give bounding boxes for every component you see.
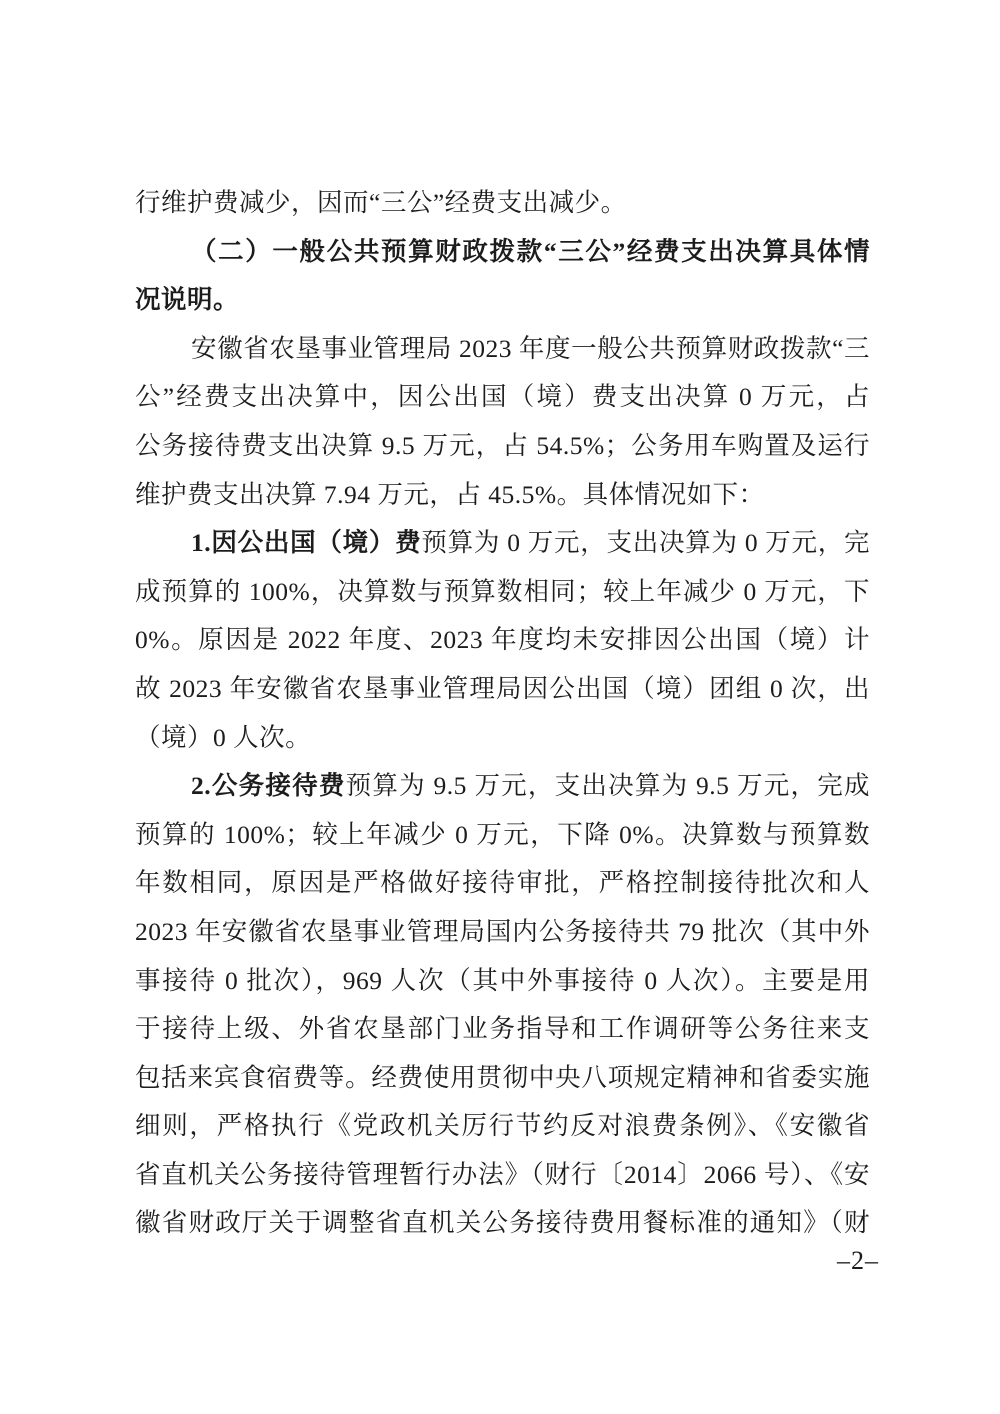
text-run: 包括来宾食宿费等。经费使用贯彻中央八项规定精神和省委实施 bbox=[135, 1062, 870, 1092]
text-run: 预算为 0 万元，支出决算为 0 万元，完 bbox=[421, 528, 870, 558]
page-number: –2– bbox=[837, 1246, 879, 1275]
text-run: （境）0 人次。 bbox=[135, 722, 312, 752]
text-line bbox=[135, 616, 870, 665]
text-line bbox=[135, 373, 870, 422]
text-line bbox=[135, 568, 870, 617]
text-line bbox=[135, 908, 870, 957]
text-line bbox=[135, 1102, 870, 1151]
text-line bbox=[135, 228, 870, 277]
text-line bbox=[135, 714, 870, 763]
text-run: 维护费支出决算 7.94 万元，占 45.5%。具体情况如下： bbox=[135, 479, 765, 509]
text-line bbox=[135, 276, 870, 325]
text-run: 细则，严格执行《党政机关厉行节约反对浪费条例》、《安徽省 bbox=[135, 1111, 870, 1141]
bold-text-run: （二）一般公共预算财政拨款“三公”经费支出决算具体情 bbox=[191, 236, 870, 266]
text-line bbox=[135, 179, 870, 228]
text-run: 省直机关公务接待管理暂行办法》（财行〔2014〕2066 号）、《安 bbox=[135, 1159, 870, 1189]
text-run: 预算为 9.5 万元，支出决算为 9.5 万元，完成 bbox=[345, 771, 870, 801]
text-run: 于接待上级、外省农垦部门业务指导和工作调研等公务往来支 bbox=[135, 1014, 870, 1044]
text-line bbox=[135, 957, 870, 1006]
text-run: 公务接待费支出决算 9.5 万元，占 54.5%；公务用车购置及运行 bbox=[135, 430, 870, 460]
text-line bbox=[135, 811, 870, 860]
bold-text-run: 况说明。 bbox=[135, 285, 240, 315]
text-run: 安徽省农垦事业管理局 2023 年度一般公共预算财政拨款“三 bbox=[191, 333, 870, 363]
text-line bbox=[135, 471, 870, 520]
text-line bbox=[135, 762, 870, 811]
text-run: 事接待 0 批次），969 人次（其中外事接待 0 人次）。主要是用 bbox=[135, 965, 870, 995]
text-run: 年数相同，原因是严格做好接待审批，严格控制接待批次和人 bbox=[135, 868, 870, 898]
bold-text-run: 2.公务接待费 bbox=[191, 771, 346, 801]
bold-text-run: 1.因公出国（境）费 bbox=[191, 528, 422, 558]
text-run: 徽省财政厅关于调整省直机关公务接待费用餐标准的通知》（财 bbox=[135, 1208, 870, 1238]
text-line bbox=[135, 859, 870, 908]
text-line bbox=[135, 1005, 870, 1054]
text-line bbox=[135, 519, 870, 568]
text-run: 预算的 100%；较上年减少 0 万元，下降 0%。决算数与预算数 bbox=[135, 819, 870, 849]
text-line bbox=[135, 325, 870, 374]
text-line bbox=[135, 1199, 870, 1248]
text-run: 行维护费减少，因而“三公”经费支出减少。 bbox=[135, 188, 627, 217]
text-run: 公”经费支出决算中，因公出国（境）费支出决算 0 万元，占 bbox=[135, 382, 870, 412]
text-line bbox=[135, 665, 870, 714]
text-line bbox=[135, 1151, 870, 1200]
text-run: 故 2023 年安徽省农垦事业管理局因公出国（境）团组 0 次，出 bbox=[135, 673, 870, 703]
text-line bbox=[135, 1054, 870, 1103]
document-body bbox=[135, 179, 870, 1248]
text-run: 成预算的 100%，决算数与预算数相同；较上年减少 0 万元，下 bbox=[135, 576, 870, 606]
text-line bbox=[135, 422, 870, 471]
text-run: 0%。原因是 2022 年度、2023 年度均未安排因公出国（境）计 bbox=[135, 625, 870, 655]
text-run: 2023 年安徽省农垦事业管理局国内公务接待共 79 批次（其中外 bbox=[135, 916, 870, 946]
